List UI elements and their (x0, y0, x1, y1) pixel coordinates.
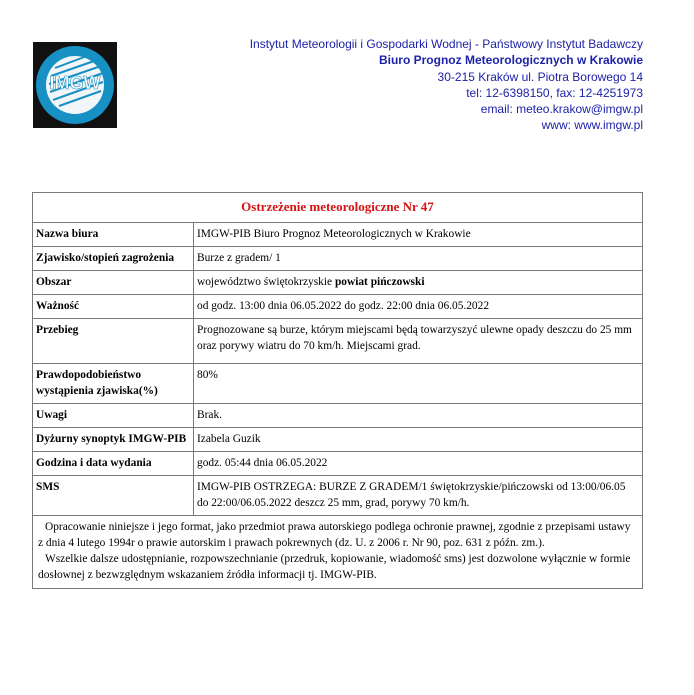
svg-text:IMGW: IMGW (49, 73, 101, 93)
table-row (33, 428, 643, 452)
phone-fax: tel: 12-6398150, fax: 12-4251973 (466, 85, 643, 100)
row-value: IMGW-PIB Biuro Prognoz Meteorologicznych w Krakowie (194, 223, 643, 247)
imgw-logo-icon (33, 42, 117, 128)
copyright-paragraph: Opracowanie niniejsze i jego format, jako przedmiot prawa autorskiego podlega ochronie prawnej, zgodnie z przepisami ustawy z dnia 4 lutego 1994r o prawie autorskim i prawach pokrewnych (dz. U. z 2006 r. Nr 90, poz. 631 z późn. zm.). (38, 521, 631, 549)
row-value: Burze z gradem/ 1 (194, 247, 643, 271)
row-label: Dyżurny synoptyk IMGW-PIB (33, 428, 194, 452)
table-row (33, 223, 643, 247)
institute-header (250, 36, 643, 134)
institute-name: Instytut Meteorologii i Gospodarki Wodnej - Państwowy Instytut Badawczy (249, 37, 643, 51)
table-row (33, 295, 643, 319)
warning-title: Ostrzeżenie meteorologiczne Nr 47 (33, 193, 643, 223)
table-row (33, 364, 643, 404)
table-row (33, 476, 643, 516)
copyright-notice (33, 516, 643, 589)
row-value: od godz. 13:00 dnia 06.05.2022 do godz. 22:00 dnia 06.05.2022 (194, 295, 643, 319)
row-label: Godzina i data wydania (33, 452, 194, 476)
row-value: godz. 05:44 dnia 06.05.2022 (194, 452, 643, 476)
row-value (194, 271, 643, 295)
row-label: Nazwa biura (33, 223, 194, 247)
row-value: Brak. (194, 404, 643, 428)
area-county: powiat pińczowski (334, 276, 425, 288)
row-label: Uwagi (33, 404, 194, 428)
imgw-logo (33, 42, 117, 128)
table-row (33, 452, 643, 476)
email[interactable]: email: meteo.krakow@imgw.pl (480, 102, 643, 117)
table-row (33, 271, 643, 295)
row-value: IMGW-PIB OSTRZEGA: BURZE Z GRADEM/1 świętokrzyskie/pińczowski od 13:00/06.05 do 22:00/06.05.2022 deszcz 25 mm, grad, porywy 70 km/h. (194, 476, 643, 516)
row-label: Zjawisko/stopień zagrożenia (33, 247, 194, 271)
table-row (33, 404, 643, 428)
office-name: Biuro Prognoz Meteorologicznych w Krakowie (378, 53, 643, 68)
row-label: Ważność (33, 295, 194, 319)
row-label: SMS (33, 476, 194, 516)
redistribution-paragraph: Wszelkie dalsze udostępnianie, rozpowszechnianie (przedruk, kopiowanie, wiadomość sms) jest dozwolone wyłącznie w formie dosłownej z bezwzględnym wskazaniem źródła informacji tj. IMGW-PIB. (38, 553, 631, 581)
website[interactable]: www: www.imgw.pl (541, 118, 643, 133)
row-label: Prawdopodobieństwo wystąpienia zjawiska(%) (33, 364, 194, 404)
row-value: Izabela Guzik (194, 428, 643, 452)
area-region: województwo świętokrzyskie (197, 276, 333, 288)
table-row (33, 516, 643, 589)
row-label: Przebieg (33, 319, 194, 364)
row-value: 80% (194, 364, 643, 404)
row-value: Prognozowane są burze, którym miejscami będą towarzyszyć ulewne opady deszczu do 25 mm oraz porywy wiatru do 70 km/h. Miejscami grad. (194, 319, 643, 364)
warning-table (32, 192, 643, 589)
table-row (33, 247, 643, 271)
table-row (33, 319, 643, 364)
row-label: Obszar (33, 271, 194, 295)
address: 30-215 Kraków ul. Piotra Borowego 14 (437, 69, 643, 84)
